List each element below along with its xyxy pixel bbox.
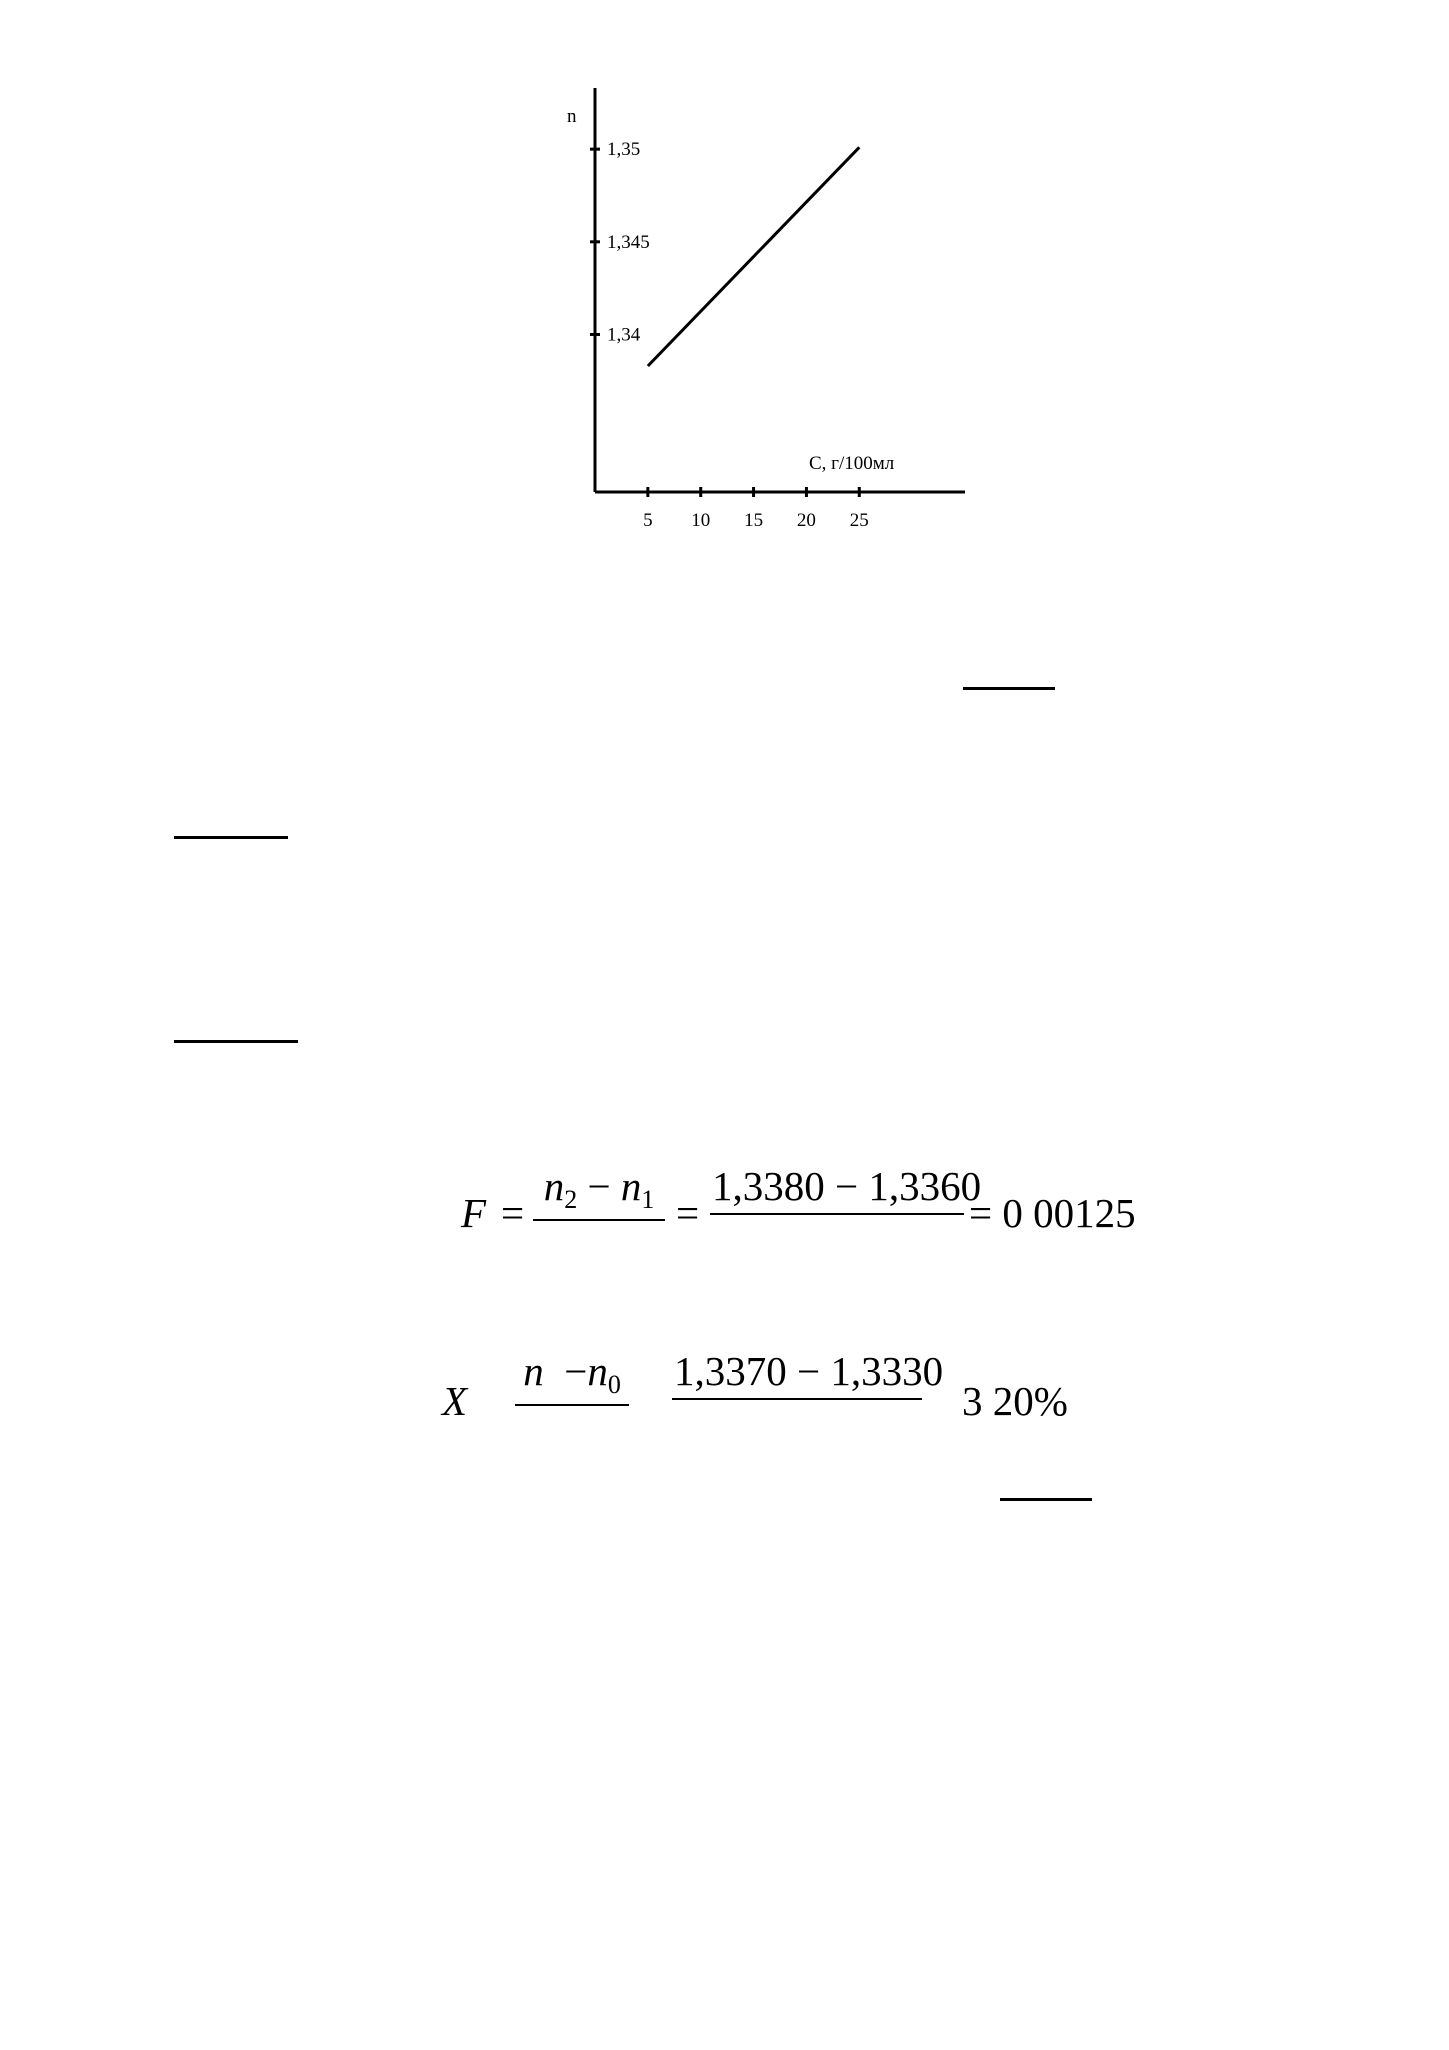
x-tick-label: 5	[643, 510, 653, 531]
series-line	[648, 147, 859, 366]
formula-f-n1: n	[620, 1163, 642, 1209]
formula-x-sub0: 0	[607, 1370, 621, 1399]
y-tick-label: 1,35	[607, 139, 641, 161]
formula-f-sub1: 1	[641, 1185, 655, 1214]
y-axis-label: n	[567, 106, 577, 127]
blank-rule-1	[963, 687, 1055, 690]
calibration-chart	[0, 0, 1449, 560]
formula-f-lhs: F	[461, 1190, 487, 1236]
blank-rule-2	[174, 836, 288, 839]
formula-f-result: = 0 00125	[969, 1190, 1136, 1236]
chart-series	[648, 147, 859, 366]
formula-x-fraction-symbolic	[515, 1348, 629, 1406]
formula-f-numerator-values: 1,3380 − 1,3360	[712, 1163, 982, 1209]
formula-x-n0: n	[587, 1348, 608, 1394]
formula-f-eq1: =	[501, 1190, 525, 1236]
formula-x-minus: −	[564, 1348, 588, 1394]
x-tick-label: 15	[744, 510, 764, 531]
x-tick-label: 10	[691, 510, 711, 531]
x-axis-label: С, г/100мл	[809, 453, 895, 474]
x-tick-label: 25	[849, 510, 869, 531]
formula-f-sub2: 2	[564, 1185, 578, 1214]
formula-f-eq2: =	[676, 1190, 700, 1236]
formula-x-n: n	[523, 1348, 544, 1394]
formula-x-result: 3 20%	[962, 1378, 1068, 1424]
x-tick-label: 20	[796, 510, 816, 531]
y-tick-label: 1,345	[607, 231, 650, 253]
formula-x-fraction-numeric	[672, 1348, 944, 1400]
formula-f-minus: −	[587, 1163, 611, 1209]
blank-rule-3	[174, 1040, 298, 1043]
formula-x-lhs: X	[442, 1378, 468, 1424]
formula-f-fraction-numeric	[710, 1163, 982, 1215]
formula-f-n2: n	[543, 1163, 565, 1209]
chart-axes	[595, 88, 965, 492]
formula-f-fraction-symbolic	[533, 1163, 665, 1221]
blank-rule-4	[1000, 1498, 1092, 1501]
formula-x-numerator-values: 1,3370 − 1,3330	[674, 1348, 944, 1394]
y-tick-label: 1,34	[607, 324, 641, 346]
